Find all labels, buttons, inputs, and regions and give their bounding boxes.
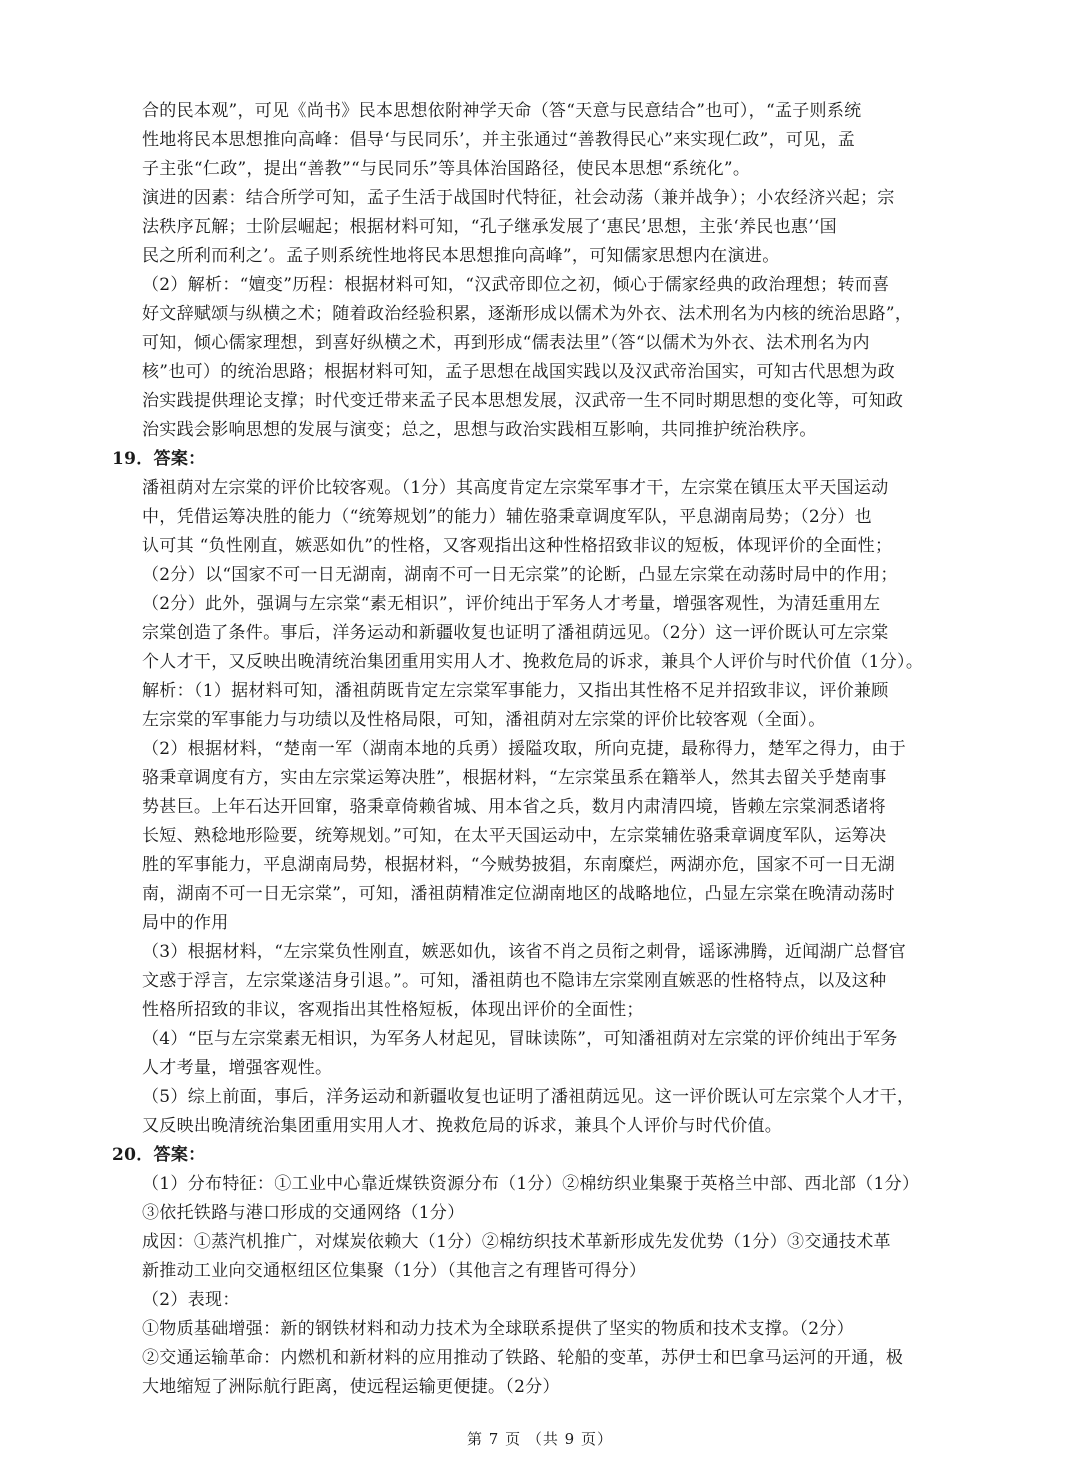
text-line: （1）分布特征：①工业中心靠近煤铁资源分布（1分）②棉纺织业集聚于英格兰中部、西北部（1分） — [142, 1174, 920, 1194]
text-line: 宗棠创造了条件。事后，洋务运动和新疆收复也证明了潘祖荫远见。（2分）这一评价既认可左宗棠 — [142, 623, 889, 643]
text-line: 认可其 “负性刚直，嫉恶如仇”的性格，又客观指出这种性格招致非议的短板，体现评价的全面性； — [142, 536, 893, 556]
text-line: 演进的因素：结合所学可知，孟子生活于战国时代特征，社会动荡（兼并战争）；小农经济兴起；宗 — [142, 188, 895, 208]
text-line: 骆秉章调度有方，实由左宗棠运筹决胜”，根据材料，“左宗棠虽系在籍举人，然其去留关乎楚南事 — [142, 768, 887, 788]
text-line: 胜的军事能力，平息湖南局势，根据材料，“今贼势披猖，东南糜烂，两湖亦危，国家不可一日无湖 — [142, 855, 895, 875]
page-number-footer: 第 7 页 （共 9 页） — [467, 1430, 613, 1448]
text-line: 长短、熟稔地形险要，统筹规划。”可知，在太平天国运动中，左宗棠辅佐骆秉章调度军队，运筹决 — [142, 826, 887, 846]
text-line: 中，凭借运筹决胜的能力（“统筹规划”的能力）辅佐骆秉章调度军队，平息湖南局势；（2分）也 — [142, 507, 872, 527]
text-line: 性地将民本思想推向高峰：倡导‘与民同乐’，并主张通过“善教得民心”来实现仁政”，可见，孟 — [142, 130, 856, 150]
text-line: （2分）以“国家不可一日无湖南，湖南不可一日无宗棠”的论断，凸显左宗棠在动荡时局中的作用； — [142, 565, 898, 585]
text-line: 核”也可）的统治思路；根据材料可知，孟子思想在战国实践以及汉武帝治国实，可知古代思想为政 — [142, 362, 895, 382]
text-line: 法秩序瓦解；士阶层崛起；根据材料可知，“孔子继承发展了‘惠民’思想，主张‘养民也惠’‘国 — [142, 217, 837, 237]
text-line: 左宗棠的军事能力与功绩以及性格局限，可知，潘祖荫对左宗棠的评价比较客观（全面）。 — [142, 710, 826, 730]
text-line: （5）综上前面，事后，洋务运动和新疆收复也证明了潘祖荫远见。这一评价既认可左宗棠个人才干， — [142, 1087, 915, 1107]
text-line: 势甚巨。上年石达开回窜，骆秉章倚赖省城、用本省之兵，数月内肃清四境，皆赖左宗棠洞悉诸将 — [142, 797, 886, 817]
text-line: （2分）此外，强调与左宗棠“素无相识”，评价纯出于军务人才考量，增强客观性，为清廷重用左 — [142, 594, 881, 614]
text-line: 南，湖南不可一日无宗棠”，可知，潘祖荫精准定位湖南地区的战略地位，凸显左宗棠在晚清动荡时 — [142, 884, 895, 904]
text-line: ③依托铁路与港口形成的交通网络（1分） — [142, 1203, 465, 1223]
text-line: 文惑于浮言，左宗棠遂洁身引退。”。可知，潘祖荫也不隐讳左宗棠刚直嫉恶的性格特点，以及这种 — [142, 971, 887, 991]
question-number: 19．答案： — [112, 449, 206, 469]
text-line: 治实践提供理论支撑；时代变迁带来孟子民本思想发展，汉武帝一生不同时期思想的变化等，可知政 — [142, 391, 904, 411]
text-line: 民之所利而利之’。孟子则系统性地将民本思想推向高峰”，可知儒家思想内在演进。 — [142, 246, 780, 266]
text-line: 子主张“仁政”，提出“善教”“与民同乐”等具体治国路径，使民本思想“系统化”。 — [142, 159, 751, 179]
text-line: （2）根据材料，“楚南一军（湖南本地的兵勇）援隘攻取，所向克捷，最称得力，楚军之得力，由于 — [142, 739, 907, 759]
text-line: 个人才干，又反映出晚清统治集团重用实用人才、挽救危局的诉求，兼具个人评价与时代价值（1分）。 — [142, 652, 924, 672]
text-line: 大地缩短了洲际航行距离，使远程运输更便捷。（2分） — [142, 1377, 560, 1397]
text-line: 新推动工业向交通枢纽区位集聚（1分）（其他言之有理皆可得分） — [142, 1261, 647, 1281]
text-line: 人才考量，增强客观性。 — [142, 1058, 333, 1078]
text-line: 成因：①蒸汽机推广，对煤炭依赖大（1分）②棉纺织技术革新形成先发优势（1分）③交通技术革 — [142, 1232, 891, 1252]
text-line: 潘祖荫对左宗棠的评价比较客观。（1分）其高度肯定左宗棠军事才干，左宗棠在镇压太平天国运动 — [142, 478, 889, 498]
text-line: （4）“臣与左宗棠素无相识，为军务人材起见，冒昧读陈”，可知潘祖荫对左宗棠的评价纯出于军务 — [142, 1029, 898, 1049]
text-line: 解析：（1）据材料可知，潘祖荫既肯定左宗棠军事能力，又指出其性格不足并招致非议，评价兼顾 — [142, 681, 889, 701]
text-line: 又反映出晚清统治集团重用实用人才、挽救危局的诉求，兼具个人评价与时代价值。 — [142, 1116, 783, 1136]
text-line: ①物质基础增强：新的钢铁材料和动力技术为全球联系提供了坚实的物质和技术支撑。（2分） — [142, 1319, 854, 1339]
text-line: （2）表现： — [142, 1290, 240, 1310]
text-line: ②交通运输革命：内燃机和新材料的应用推动了铁路、轮船的变革，苏伊士和巴拿马运河的开通，极 — [142, 1348, 904, 1368]
text-line: 局中的作用 — [142, 913, 229, 933]
text-line: （3）根据材料，“左宗棠负性刚直，嫉恶如仇，该省不肖之员衔之刺骨，谣诼沸腾，近闻湖广总督官 — [142, 942, 907, 962]
text-line: 性格所招致的非议，客观指出其性格短板，体现出评价的全面性； — [142, 1000, 644, 1020]
text-line: 可知，倾心儒家理想，到喜好纵横之术，再到形成“儒表法里”（答“以儒术为外衣、法术刑名为内 — [142, 333, 870, 353]
text-line: （2）解析：“嬗变”历程：根据材料可知，“汉武帝即位之初，倾心于儒家经典的政治理想；转而喜 — [142, 275, 890, 295]
text-line: 合的民本观”，可见《尚书》民本思想依附神学天命（答“天意与民意结合”也可），“孟子则系统 — [142, 101, 862, 121]
text-line: 治实践会影响思想的发展与演变；总之，思想与政治实践相互影响，共同推护统治秩序。 — [142, 420, 817, 440]
question-number: 20．答案： — [112, 1145, 206, 1165]
text-line: 好文辞赋颂与纵横之术；随着政治经验积累，逐渐形成以儒术为外衣、法术刑名为内核的统治思路”， — [142, 304, 913, 324]
